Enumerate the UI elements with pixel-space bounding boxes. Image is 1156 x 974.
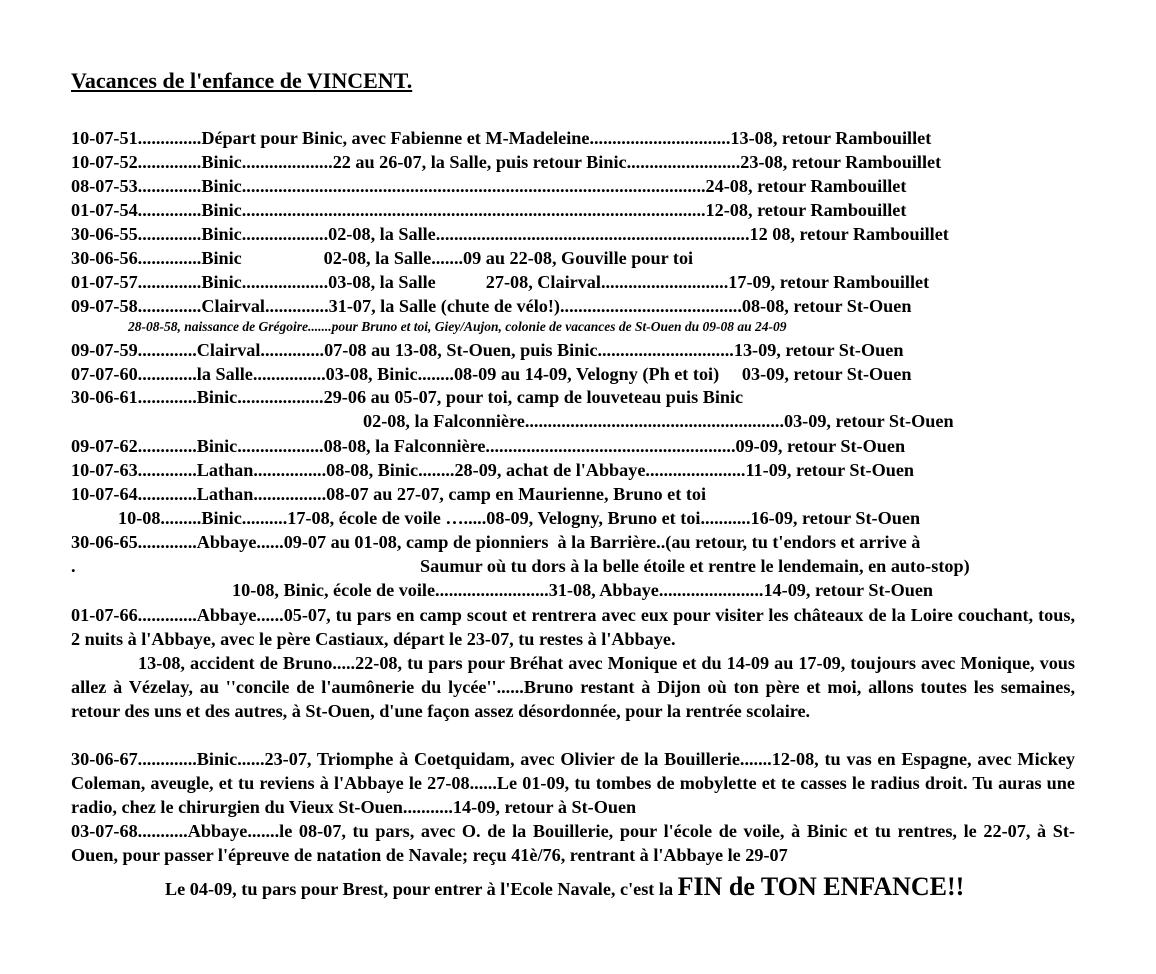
entry-1960: 07-07-60.............la Salle................03-08, Binic........08-09 au 14-09, Velogny (Ph et toi) 03-09, retour St-Ouen (71, 364, 912, 384)
entry-1959: 09-07-59.............Clairval..............07-08 au 13-08, St-Ouen, puis Binic..............................13-09, retour St-Ouen (71, 340, 904, 360)
entry-1965-dot: . (71, 556, 76, 576)
entry-1958: 09-07-58..............Clairval..............31-07, la Salle (chute de vélo!)........................................08-08, retour St-Ouen (71, 296, 912, 316)
entry-1961: 30-06-61.............Binic...................29-06 au 05-07, pour toi, camp de louveteau puis Binic (71, 387, 744, 407)
entry-1964-cont: 10-08.........Binic..........17-08, école de voile ….....08-09, Velogny, Bruno et toi...........16-09, retour St-Ouen (118, 508, 921, 528)
entry-1952: 10-07-52..............Binic....................22 au 26-07, la Salle, puis retour Binic.........................23-08, retour Rambouillet (71, 152, 942, 172)
note-1958: 28-08-58, naissance de Grégoire.......pour Bruno et toi, Giey/Aujon, colonie de vacances de St-Ouen du 09-08 au 24-09 (128, 319, 787, 334)
entry-1957: 01-07-57..............Binic...................03-08, la Salle 27-08, Clairval............................17-09, retour Rambouillet (71, 272, 930, 292)
final-emphasis: FIN de TON ENFANCE!! (677, 872, 965, 901)
entry-1963: 10-07-63.............Lathan................08-08, Binic........28-09, achat de l'Abbaye......................11-09, retour St-Ouen (71, 460, 915, 480)
entry-1966: 01-07-66.............Abbaye......05-07, tu pars en camp scout et rentrera avec eux pour visiter les châteaux de la Loire couchant, tous, 2 nuits à l'Abbaye, avec le père Castiaux, départ le 23-07, tu restes à l'Abbaye. (71, 605, 1075, 650)
entry-1965: 30-06-65.............Abbaye......09-07 au 01-08, camp de pionniers à la Barrière..(au retour, tu t'endors et arrive à (71, 532, 921, 552)
entry-1954: 01-07-54..............Binic......................................................................................................12-08, retour Rambouillet (71, 200, 907, 220)
entry-1961-cont: 02-08, la Falconnière.........................................................03-09, retour St-Ouen (363, 411, 954, 431)
entry-1966-cont: 13-08, accident de Bruno.....22-08, tu pars pour Bréhat avec Monique et du 14-09 au 17-09, toujours avec Monique, vous allez à Vézelay, au ''concile de l'aumônerie du lycée''......Bruno restant à Dijon où ton père et moi, allons toutes les semaines, retour des uns et des autres, à St-Ouen, d'une façon assez désordonnée, pour la rentrée scolaire. (71, 653, 1075, 722)
page-title: Vacances de l'enfance de VINCENT. (71, 68, 413, 93)
final-line (165, 872, 964, 902)
entry-1968: 03-07-68...........Abbaye.......le 08-07, tu pars, avec O. de la Bouillerie, pour l'école de voile, à Binic et tu rentres, le 22-07, à St-Ouen, pour passer l'épreuve de natation de Navale; reçu 41è/76, rentrant à l'Abbaye le 29-07 (71, 821, 1075, 866)
entry-1964: 10-07-64.............Lathan................08-07 au 27-07, camp en Maurienne, Bruno et toi (71, 484, 707, 504)
entry-1951: 10-07-51..............Départ pour Binic, avec Fabienne et M-Madeleine...............................13-08, retour Rambouillet (71, 128, 932, 148)
final-text: Le 04-09, tu pars pour Brest, pour entrer à l'Ecole Navale, c'est la (165, 879, 678, 899)
entry-1953: 08-07-53..............Binic......................................................................................................24-08, retour Rambouillet (71, 176, 907, 196)
entry-1965-cont: Saumur où tu dors à la belle étoile et rentre le lendemain, en auto-stop) (420, 556, 970, 576)
entry-1962: 09-07-62.............Binic...................08-08, la Falconnière.......................................................09-09, retour St-Ouen (71, 436, 906, 456)
entry-1955: 30-06-55..............Binic...................02-08, la Salle.....................................................................12 08, retour Rambouillet (71, 224, 949, 244)
entry-1967: 30-06-67.............Binic......23-07, Triomphe à Coetquidam, avec Olivier de la Bouillerie.......12-08, tu vas en Espagne, avec Mickey Coleman, aveugle, et tu reviens à l'Abbaye le 27-08......Le 01-09, tu tombes de mobylette et te casses le radius droit. Tu auras une radio, chez le chirurgien du Vieux St-Ouen...........14-09, retour à St-Ouen (71, 749, 1075, 818)
entry-1956: 30-06-56..............Binic 02-08, la Salle.......09 au 22-08, Gouville pour toi (71, 248, 694, 268)
entry-1965-cont2: 10-08, Binic, école de voile.........................31-08, Abbaye.......................14-09, retour St-Ouen (232, 580, 934, 600)
